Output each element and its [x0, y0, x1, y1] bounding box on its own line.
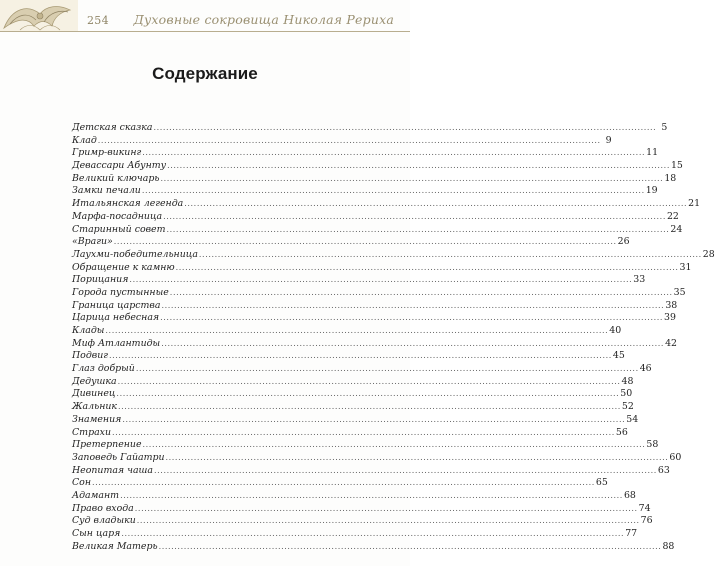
dot-leader: ................................................................................................................................................................ — [160, 173, 664, 183]
dot-leader: ................................................................................................................................................................ — [134, 503, 638, 513]
toc-entry-page: 42 — [665, 337, 677, 349]
toc-entry[interactable] — [72, 350, 625, 363]
toc-entry-title: Претерпение — [72, 439, 142, 451]
toc-entry-page: 39 — [664, 312, 676, 324]
toc-entry-page: 77 — [625, 528, 638, 539]
toc-entry-page: 50 — [620, 388, 633, 400]
dot-leader: ................................................................................................................................................................ — [121, 529, 625, 538]
toc-entry-page: 38 — [665, 299, 678, 311]
dot-leader: ................................................................................................................................................................ — [129, 275, 633, 285]
toc-entry-title: Граница царства — [72, 299, 161, 311]
toc-entry-page: 9 — [605, 134, 612, 146]
dot-leader: ................................................................................................................................................................ — [160, 313, 664, 323]
toc-entry[interactable] — [72, 122, 668, 135]
toc-entry-title: Знамения — [72, 413, 122, 425]
toc-entry[interactable] — [72, 439, 659, 452]
dot-leader: ................................................................................................................................................................ — [169, 287, 673, 297]
toc-entry-title: Девассари Абунту — [72, 160, 167, 172]
dot-leader: ................................................................................................................................................................ — [142, 148, 646, 158]
toc-entry-title: Порицания — [72, 274, 129, 286]
dot-leader: ................................................................................................................................................................ — [109, 351, 612, 361]
dot-leader: ................................................................................................................................................................ — [113, 237, 617, 247]
toc-entry-title: Обращение к камню — [72, 261, 175, 273]
toc-entry-page: 5 — [661, 122, 668, 133]
toc-entry[interactable] — [72, 172, 677, 186]
dot-leader: ................................................................................................................................................................ — [161, 300, 665, 310]
toc-entry-page: 76 — [640, 515, 653, 527]
toc-entry[interactable] — [72, 413, 639, 427]
toc-entry-title: Города пустынные — [72, 286, 169, 298]
toc-entry-title: Великий ключарь — [72, 172, 160, 184]
toc-entry-title: Дивинец — [72, 388, 116, 400]
dot-leader: ................................................................................................................................................................ — [120, 490, 623, 500]
toc-entry-page: 54 — [626, 413, 639, 425]
toc-entry-title: Сон — [72, 477, 91, 489]
dot-leader: ................................................................................................................................................................ — [153, 123, 657, 132]
dot-leader: ................................................................................................................................................................ — [118, 402, 621, 412]
toc-entry-page: 74 — [638, 502, 651, 514]
toc-entry[interactable] — [72, 312, 676, 325]
dot-leader: ................................................................................................................................................................ — [167, 161, 670, 171]
toc-entry[interactable] — [72, 426, 628, 440]
dot-leader: ................................................................................................................................................................ — [158, 541, 662, 551]
toc-entry-title: Сын царя — [72, 528, 121, 539]
toc-entry[interactable] — [72, 147, 659, 160]
toc-entry-title: Страхи — [72, 426, 111, 438]
toc-entry-title: Гримр-викинг — [72, 147, 142, 159]
toc-entry[interactable] — [72, 540, 675, 554]
dot-leader: ................................................................................................................................................................ — [135, 364, 639, 374]
dot-leader: ................................................................................................................................................................ — [97, 135, 601, 145]
toc-entry-title: Право входа — [72, 502, 134, 514]
toc-entry-page: 15 — [670, 160, 683, 172]
dot-leader: ................................................................................................................................................................ — [136, 516, 640, 526]
toc-entry-page: 11 — [646, 147, 659, 159]
dot-leader: ................................................................................................................................................................ — [198, 249, 702, 259]
toc-entry[interactable] — [72, 223, 683, 237]
toc-entry-page: 31 — [679, 261, 692, 273]
toc-entry[interactable] — [72, 286, 686, 300]
dot-leader: ................................................................................................................................................................ — [163, 211, 666, 221]
toc-entry-page: 46 — [639, 363, 652, 375]
toc-entry-page: 60 — [669, 451, 682, 463]
toc-entry-page: 19 — [645, 185, 658, 197]
toc-entry-page: 45 — [612, 350, 625, 362]
floral-ornament-icon — [0, 0, 78, 44]
toc-entry-title: Великая Матерь — [72, 540, 158, 552]
toc-entry[interactable] — [72, 198, 701, 211]
toc-entry[interactable] — [72, 236, 630, 249]
toc-entry-title: Жальник — [72, 401, 118, 413]
toc-entry-title: Марфа-посадница — [72, 210, 163, 222]
dot-leader: ................................................................................................................................................................ — [165, 452, 669, 462]
page-number: 254 — [87, 14, 109, 27]
toc-entry-title: Итальянская легенда — [72, 198, 184, 210]
toc-entry-page: 28 — [702, 248, 715, 260]
header-rule — [0, 31, 410, 32]
toc-entry[interactable] — [72, 160, 683, 173]
toc-entry-title: Миф Атлантиды — [72, 337, 161, 349]
dot-leader: ................................................................................................................................................................ — [111, 427, 615, 437]
toc-entry-page: 18 — [664, 172, 677, 184]
toc-entry-title: Детская сказка — [72, 122, 153, 133]
toc-entry-page: 63 — [657, 464, 670, 476]
toc-entry-page: 22 — [666, 210, 679, 222]
dot-leader: ................................................................................................................................................................ — [122, 414, 626, 424]
toc-entry-title: Суд владыки — [72, 515, 136, 527]
toc-entry[interactable] — [72, 451, 682, 465]
toc-entry-page: 58 — [646, 439, 659, 451]
toc-entry[interactable] — [72, 274, 646, 287]
toc-entry[interactable] — [72, 248, 715, 262]
dot-leader: ................................................................................................................................................................ — [92, 478, 595, 488]
toc-entry-title: Подвиг — [72, 350, 108, 362]
toc-entry[interactable] — [72, 185, 658, 198]
toc-entry[interactable] — [72, 337, 677, 351]
toc-entry[interactable] — [72, 515, 653, 528]
dot-leader: ................................................................................................................................................................ — [105, 326, 609, 335]
toc-entry[interactable] — [72, 210, 679, 224]
toc-entry[interactable] — [72, 375, 634, 389]
toc-entry[interactable] — [72, 299, 678, 313]
toc-entry[interactable] — [72, 528, 638, 541]
toc-entry-title: Клады — [72, 325, 105, 336]
toc-entry-title: Адамант — [72, 489, 120, 501]
running-title: Духовные сокровища Николая Рериха — [133, 12, 394, 27]
dot-leader: ................................................................................................................................................................ — [142, 440, 646, 450]
toc-entry[interactable] — [72, 134, 612, 148]
toc-entry-page: 88 — [662, 540, 675, 552]
toc-entry[interactable] — [72, 388, 633, 401]
toc-entry-page: 65 — [595, 477, 608, 489]
toc-entry[interactable] — [72, 477, 608, 490]
toc-entry-title: Неопитая чаша — [72, 464, 154, 476]
toc-entry[interactable] — [72, 502, 651, 516]
toc-entry[interactable] — [72, 401, 634, 414]
toc-entry-page: 56 — [615, 426, 628, 438]
toc-entry[interactable] — [72, 489, 636, 503]
toc-entry-title: Старинный совет — [72, 223, 166, 235]
toc-entry-title: Глаз добрый — [72, 363, 135, 375]
table-of-contents — [72, 122, 715, 553]
dot-leader: ................................................................................................................................................................ — [117, 376, 621, 386]
toc-entry-page: 35 — [673, 286, 686, 298]
toc-entry-title: Дедушка — [72, 375, 117, 387]
toc-entry[interactable] — [72, 464, 670, 478]
dot-leader: ................................................................................................................................................................ — [116, 389, 620, 399]
toc-entry-title: Лаухми-победительница — [72, 248, 198, 260]
dot-leader: ................................................................................................................................................................ — [154, 465, 657, 475]
toc-entry-title: «Враги» — [72, 236, 113, 248]
toc-entry-title: Замки печали — [72, 185, 141, 197]
dot-leader: ................................................................................................................................................................ — [166, 224, 670, 234]
page-title: Содержание — [152, 64, 258, 83]
toc-entry[interactable] — [72, 261, 692, 275]
toc-entry[interactable] — [72, 363, 652, 376]
toc-entry-page: 68 — [623, 489, 636, 501]
toc-entry-title: Царица небесная — [72, 312, 160, 324]
toc-entry[interactable] — [72, 325, 622, 338]
toc-entry-page: 21 — [688, 198, 701, 210]
toc-entry-page: 48 — [621, 375, 634, 387]
dot-leader: ................................................................................................................................................................ — [175, 262, 679, 272]
toc-entry-page: 24 — [670, 223, 683, 235]
toc-entry-page: 40 — [609, 325, 622, 336]
toc-entry-page: 26 — [617, 236, 630, 248]
toc-entry-page: 33 — [633, 274, 646, 286]
dot-leader: ................................................................................................................................................................ — [141, 186, 645, 196]
dot-leader: ................................................................................................................................................................ — [161, 338, 665, 348]
dot-leader: ................................................................................................................................................................ — [184, 199, 688, 209]
toc-entry-title: Клад — [72, 134, 97, 146]
toc-entry-page: 52 — [621, 401, 634, 413]
toc-entry-title: Заповедь Гайатри — [72, 451, 165, 463]
